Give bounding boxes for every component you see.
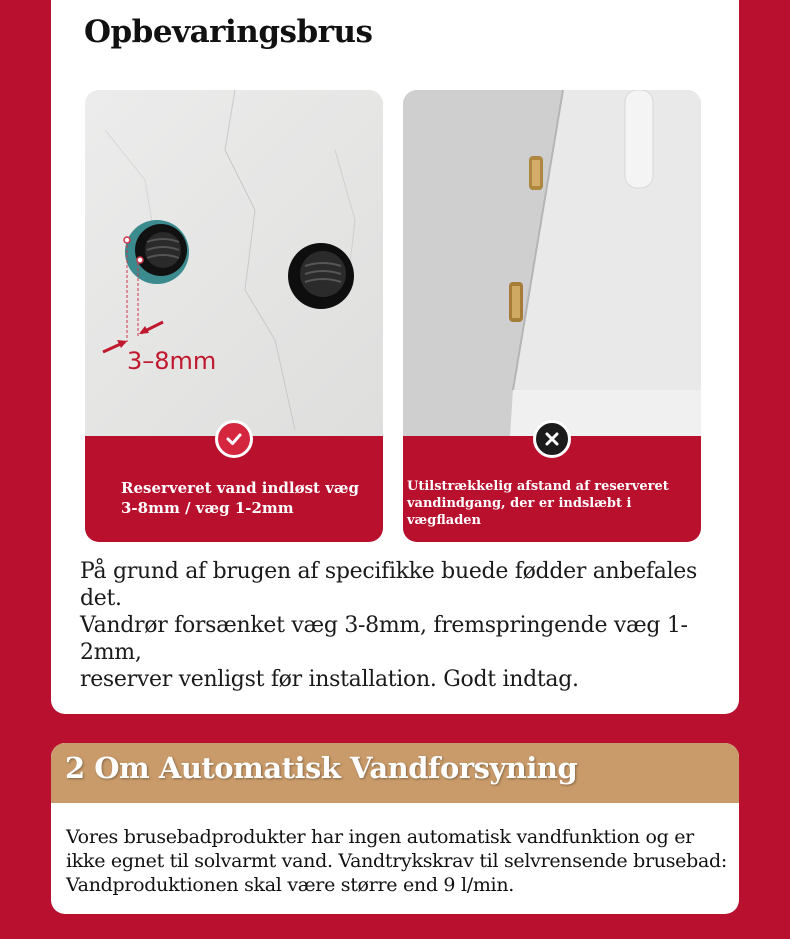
section-body-line1: Vores brusebadprodukter har ingen automatisk vandfunktion og er bbox=[66, 826, 694, 848]
correct-caption-line2: 3-8mm / væg 1-2mm bbox=[121, 499, 294, 517]
description-line1: På grund af brugen af specifikke buede fødder anbefales det. bbox=[80, 559, 698, 611]
incorrect-caption bbox=[407, 478, 701, 529]
section-title: 2 Om Automatisk Vandforsyning bbox=[65, 751, 578, 785]
description-line2: Vandrør forsænket væg 3-8mm, fremspringende væg 1-2mm, bbox=[80, 613, 688, 665]
correct-caption-line1: Reserveret vand indløst væg bbox=[121, 479, 360, 497]
description-line3: reserver venligst før installation. Godt indtag. bbox=[80, 667, 579, 692]
measurement-label: 3–8mm bbox=[127, 347, 217, 375]
section-body-line2: ikke egnet til solvarmt vand. Vandtrykskrav til selvrensende brusebad: bbox=[66, 850, 727, 872]
incorrect-installation-panel bbox=[403, 90, 701, 542]
correct-installation-panel bbox=[85, 90, 383, 542]
section-body-line3: Vandproduktionen skal være større end 9 l/min. bbox=[66, 874, 515, 896]
page-title: Opbevaringsbrus bbox=[84, 14, 373, 50]
cross-icon bbox=[533, 420, 571, 458]
correct-caption bbox=[121, 478, 359, 518]
incorrect-caption-line1: Utilstrækkelig afstand af reserveret bbox=[407, 479, 669, 494]
water-supply-card bbox=[51, 743, 739, 914]
incorrect-caption-line2: vandindgang, der er indslæbt i vægfladen bbox=[407, 496, 632, 528]
section-body bbox=[66, 825, 736, 897]
installation-description bbox=[80, 558, 740, 693]
section-header bbox=[51, 743, 739, 803]
checkmark-icon bbox=[215, 420, 253, 458]
